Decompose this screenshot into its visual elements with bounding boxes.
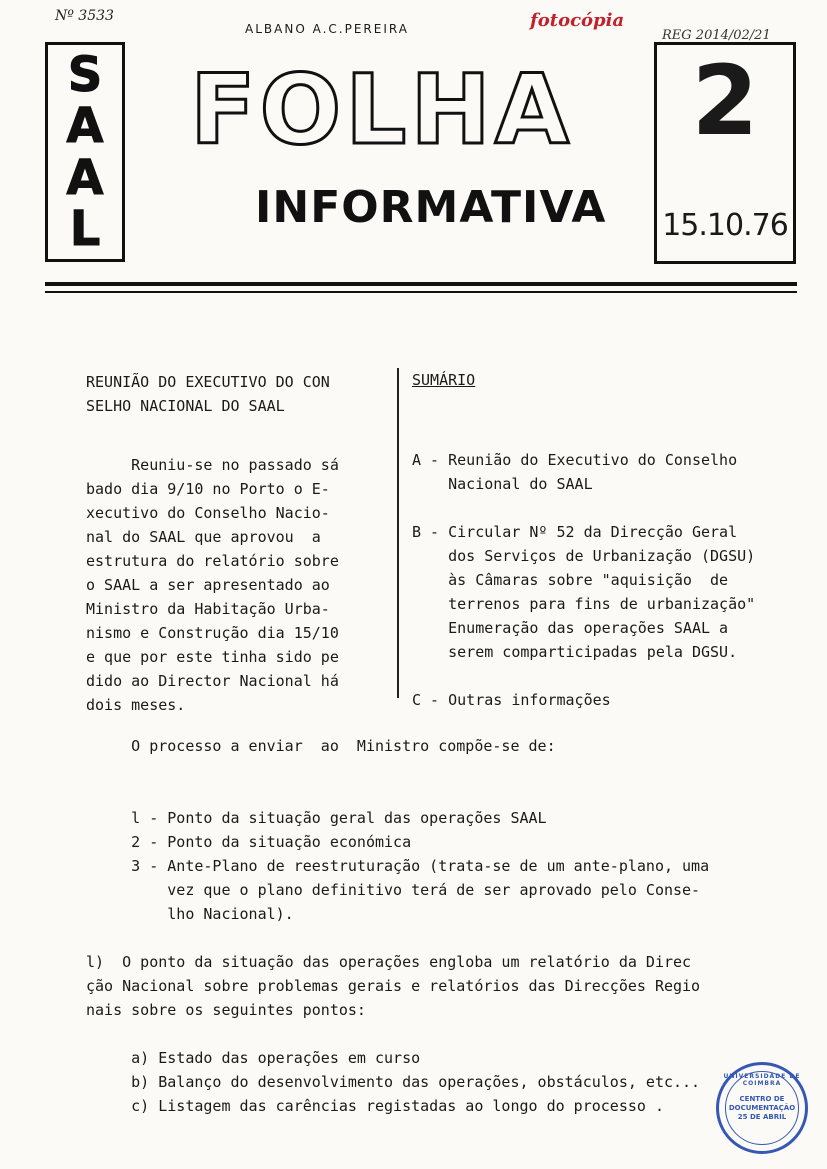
issue-number: 2 xyxy=(691,45,759,157)
article-headline: REUNIÃO DO EXECUTIVO DO CON SELHO NACIONAL DO SAAL xyxy=(86,373,330,415)
saal-logo-letter: L xyxy=(69,201,101,258)
issue-date: 15.10.76 xyxy=(662,208,788,243)
saal-logo xyxy=(45,42,125,262)
saal-logo-letter: A xyxy=(66,149,104,206)
author-name: ALBANO A.C.PEREIRA xyxy=(245,22,409,36)
handwritten-registration: REG 2014/02/21 xyxy=(662,28,771,43)
header-rule xyxy=(45,282,797,286)
handwritten-fotocopia-note: fotocópia xyxy=(530,10,625,31)
saal-logo-letter: A xyxy=(66,98,104,155)
handwritten-reference-number: Nº 3533 xyxy=(55,8,114,24)
sumario-heading xyxy=(412,368,475,392)
stamp-center-text: CENTRO DE DOCUMENTAÇÃO 25 DE ABRIL xyxy=(728,1095,796,1121)
stamp-top-text: UNIVERSIDADE DE COIMBRA xyxy=(723,1073,801,1087)
sumario-items: A - Reunião do Executivo do Conselho Nacional do SAAL B - Circular Nº 52 da Direcção Geral dos Serviços de Urbanização (DGSU) às Câmaras sobre "aquisição de terrenos para fins de urbanização" Enumeração das operações SAAL a serem comparticipadas pela DGSU. C - Outras informações xyxy=(412,451,756,709)
article-intro-text: Reuniu-se no passado sá bado dia 9/10 no Porto o E- xecutivo do Conselho Nacio- nal do SAAL que aprovou a estrutura do relatório sobre o SAAL a ser apresentado ao Ministro da Habitação Urba- nismo e Construção dia 15/10 e que por este tinha sido pe dido ao Director Nacional há dois meses. xyxy=(86,456,339,714)
saal-logo-letter: S xyxy=(67,46,103,103)
library-stamp xyxy=(716,1062,808,1154)
column-divider xyxy=(397,368,399,698)
issue-box xyxy=(654,42,796,264)
masthead-subtitle: INFORMATIVA xyxy=(255,182,607,233)
masthead-title: FOLHA xyxy=(190,54,573,166)
article-body-text: O processo a enviar ao Ministro compõe-se de: l - Ponto da situação geral das operações SAAL 2 - Ponto da situação económica 3 - Ante-Plano de reestruturação (trata-se de um ante-plano, uma vez que o plano definitivo terá de ser aprovado pelo Conse- lho Nacional). l) O ponto da situação das operações engloba um relatório da Direc ção Nacional sobre problemas gerais e relatórios das Direcções Regio nais sobre os seguintes pontos: a) Estado das operações em curso b) Balanço do desenvolvimento das operações, obstáculos, etc... c) Listagem das carências registadas ao longo do processo . xyxy=(86,737,710,1115)
header-rule-thin xyxy=(45,291,797,293)
sumario-label: SUMÁRIO xyxy=(412,371,476,389)
